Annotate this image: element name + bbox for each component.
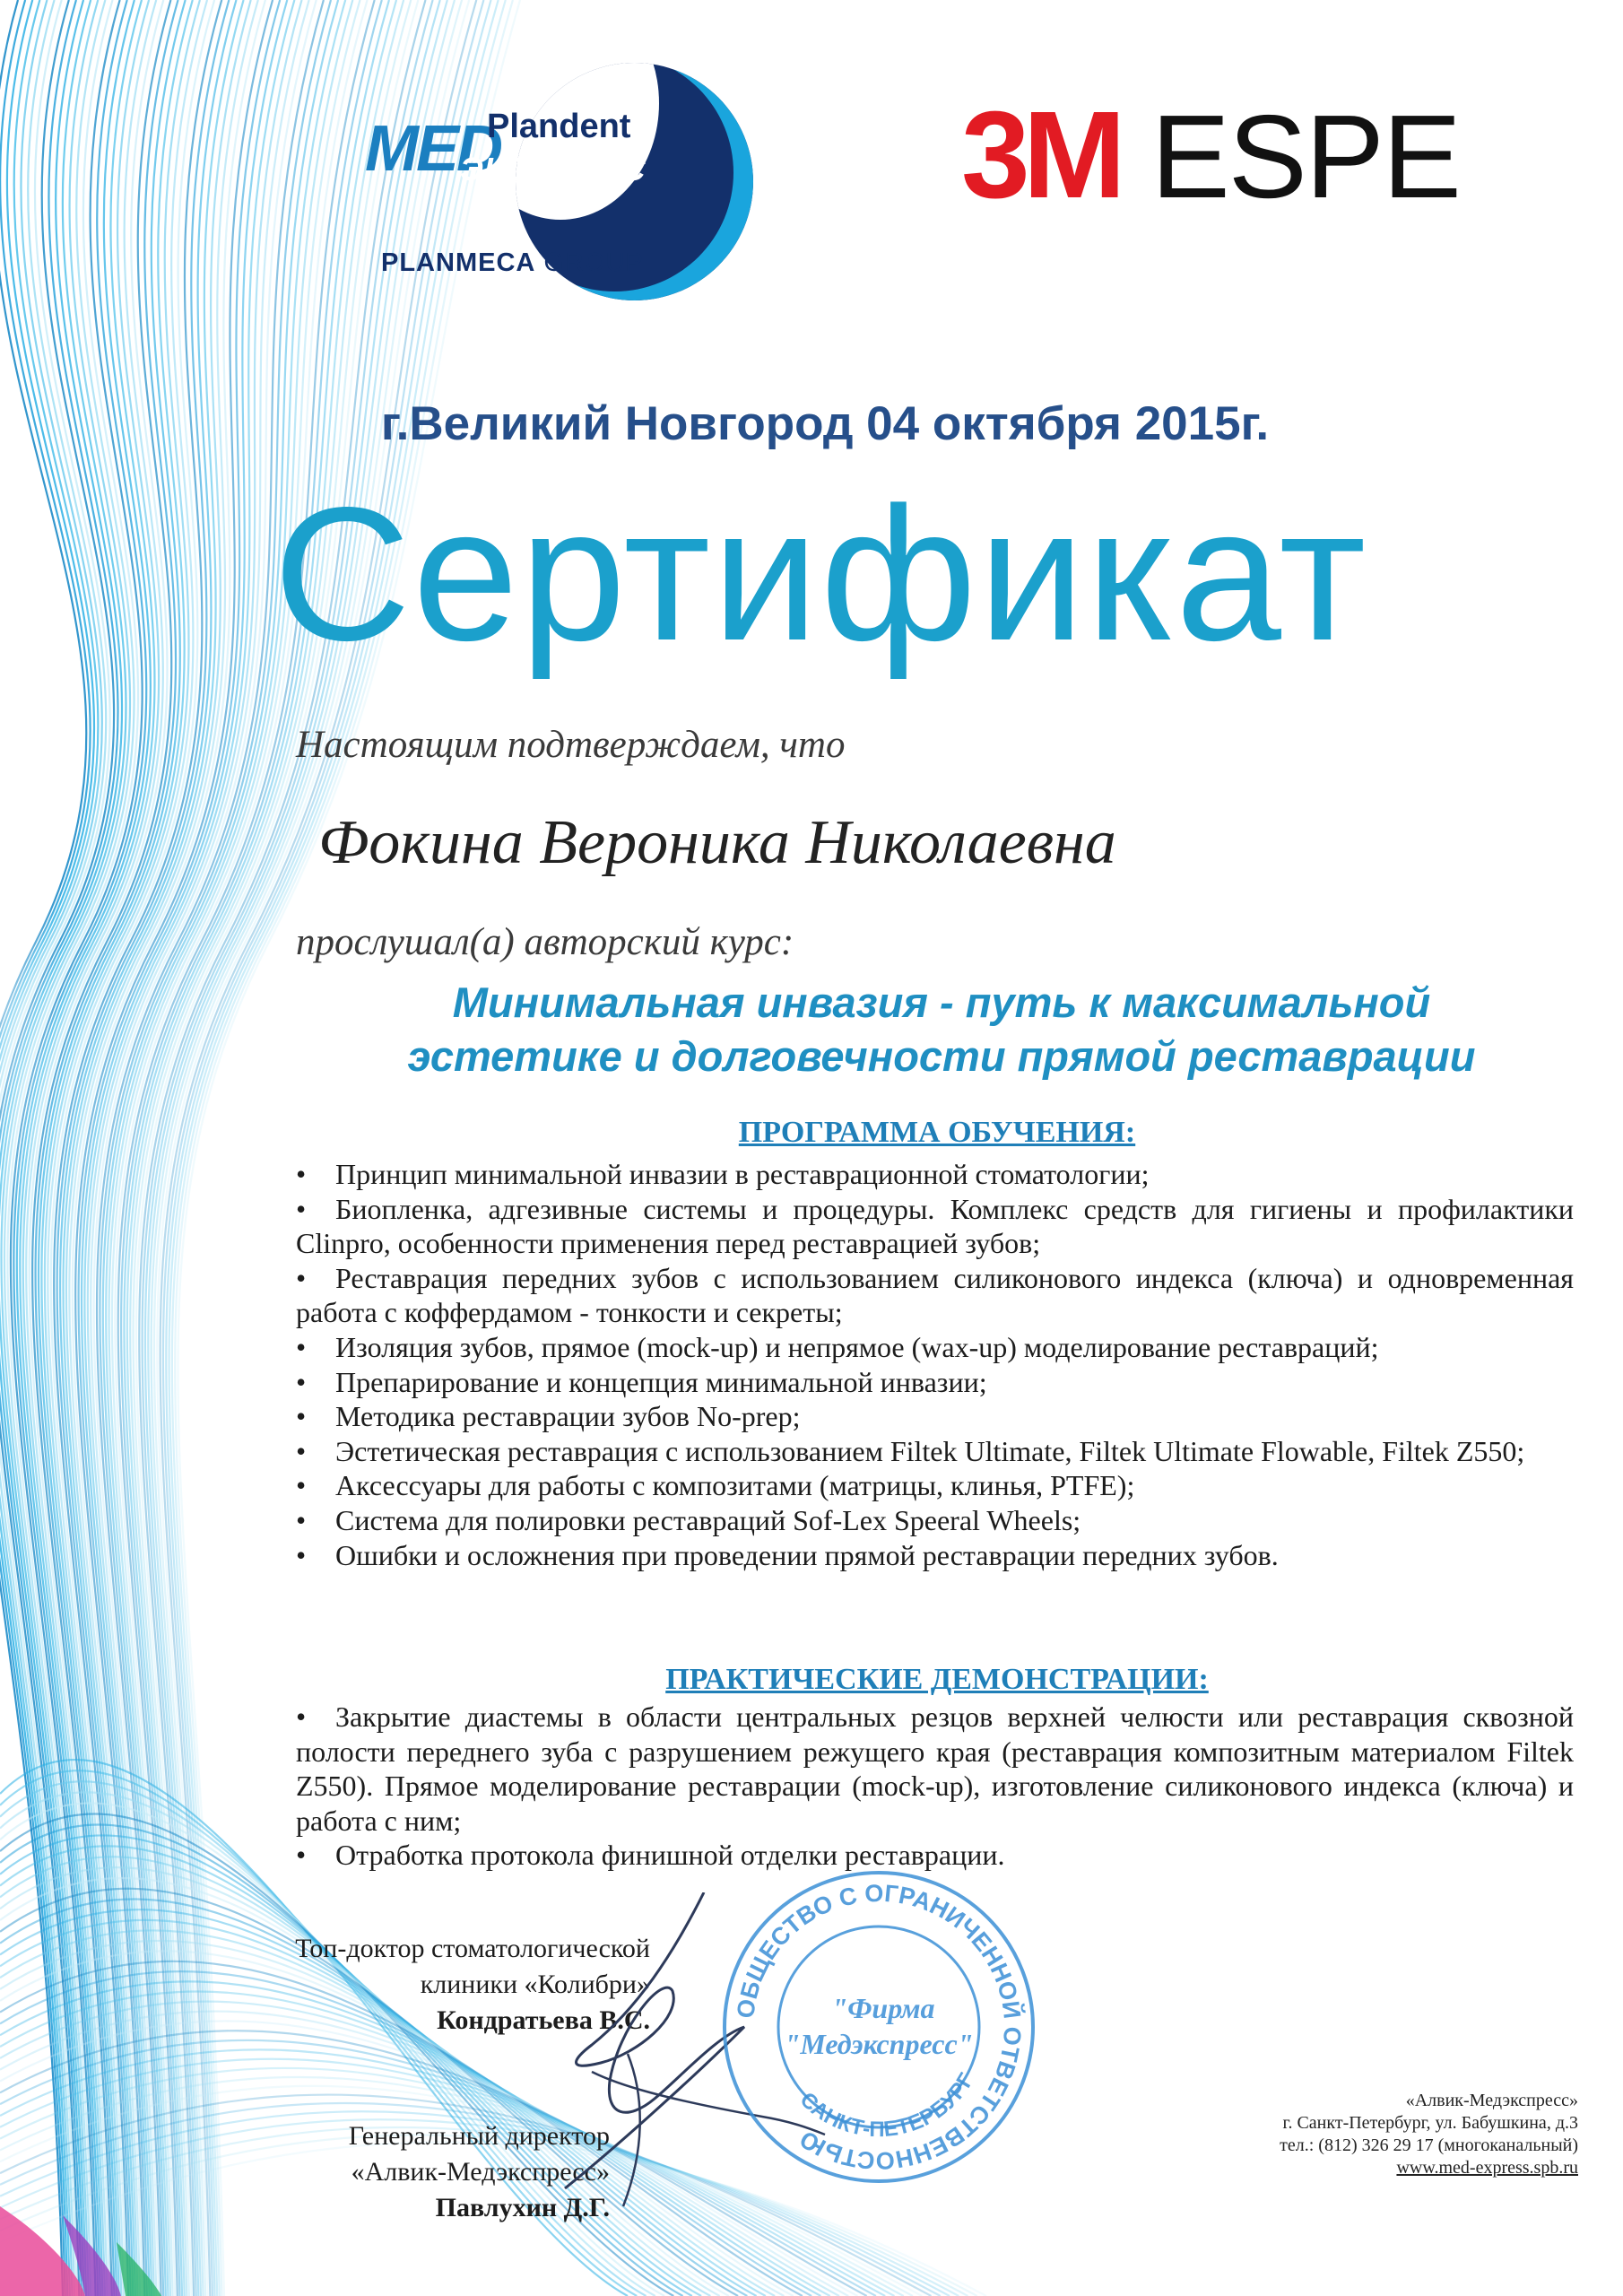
program-heading: ПРОГРАММА ОБУЧЕНИЯ: bbox=[738, 1116, 1136, 1149]
company-address: г. Санкт-Петербург, ул. Бабушкина, д.3 bbox=[1282, 2113, 1578, 2133]
signatory-first-position: Топ-доктор стоматологической bbox=[295, 1934, 650, 1963]
listened-text: прослушал(а) авторский курс: bbox=[296, 921, 794, 963]
list-item: • Изоляция зубов, прямое (mock-up) и непрямое (wax-up) моделирование реставраций; bbox=[296, 1330, 1379, 1363]
signatory-first-name: Кондратьева В.С. bbox=[437, 2005, 650, 2035]
recipient-name: Фокина Вероника Николаевна bbox=[318, 808, 1116, 877]
logo-planmeca-rest: GROUP bbox=[535, 248, 644, 277]
company-contacts bbox=[1175, 2090, 1578, 2179]
list-item: • Препарирование и концепция минимальной инвазии; bbox=[296, 1365, 987, 1398]
course-title-line-1: Минимальная инвазия - путь к максимальной bbox=[452, 978, 1431, 1026]
logo-planmeca-group bbox=[381, 248, 644, 278]
city-date: г.Великий Новгород 04 октября 2015г. bbox=[380, 397, 1270, 450]
company-name: «Алвик-Медэкспресс» bbox=[1405, 2091, 1578, 2110]
signatory-second-company: «Алвик-Медэкспресс» bbox=[351, 2157, 610, 2187]
stamp-city-text: САНКТ-ПЕТЕРБУРГ bbox=[794, 2069, 979, 2143]
list-item: • Отработка протокола финишной отделки реставрации. bbox=[296, 1839, 1005, 1872]
list-item: • Биопленка, адгезивные системы и процедуры. Комплекс средств для гигиены и профилактики Clinpro, особенности применения перед реставрацией зубов; bbox=[296, 1192, 1574, 1260]
list-item: • Ошибки и осложнения при проведении прямой реставрации передних зубов. bbox=[296, 1538, 1279, 1571]
demos-heading: ПРАКТИЧЕСКИЕ ДЕМОНСТРАЦИИ: bbox=[665, 1663, 1209, 1696]
list-item: • Эстетическая реставрация с использованием Filtek Ultimate, Filtek Ultimate Flowable, Filtek Z550; bbox=[296, 1434, 1525, 1467]
course-title bbox=[296, 976, 1587, 1083]
logo-3m-text: 3M bbox=[961, 86, 1119, 224]
stamp-ring-text: ОБЩЕСТВО С ОГРАНИЧЕННОЙ ОТВЕТСТВЕННОСТЬЮ bbox=[732, 1879, 1027, 2175]
certificate-title: Сертификат bbox=[273, 467, 1368, 680]
signatory-first-clinic: клиники «Колибри» bbox=[420, 1970, 650, 1999]
list-item: • Принцип минимальной инвазии в реставрационной стоматологии; bbox=[296, 1158, 1150, 1190]
stamp-center-line-1: "Фирма bbox=[831, 1992, 935, 2024]
plandent-medexpress-logo bbox=[363, 63, 758, 305]
company-website-link[interactable]: www.med-express.spb.ru bbox=[1396, 2158, 1578, 2178]
company-phone: тел.: (812) 326 29 17 (многоканальный) bbox=[1280, 2135, 1578, 2155]
logo-planmeca-bold: PLANMECA bbox=[381, 248, 536, 277]
course-title-line-2: эстетике и долговечности прямой реставрации bbox=[407, 1032, 1476, 1080]
logo-express-text: ЭКСПРЕСС bbox=[460, 151, 647, 187]
3m-espe-logo bbox=[961, 86, 1460, 224]
program-list bbox=[296, 1157, 1574, 1572]
company-stamp bbox=[717, 1866, 1040, 2188]
signatory-second-position: Генеральный директор bbox=[348, 2121, 610, 2151]
list-item: • Методика реставрации зубов No-prep; bbox=[296, 1400, 801, 1433]
list-item: • Система для полировки реставраций Sof-Lex Speeral Wheels; bbox=[296, 1503, 1081, 1536]
signatory-second-name: Павлухин Д.Г. bbox=[435, 2193, 610, 2222]
intro-text: Настоящим подтверждаем, что bbox=[296, 724, 846, 766]
logo-med-text: MED bbox=[365, 113, 500, 185]
list-item: • Реставрация передних зубов с использованием силиконового индекса (ключа) и одновременная работа с коффердамом - тонкости и секреты; bbox=[296, 1261, 1574, 1329]
logo-espe-text: ESPE bbox=[1150, 91, 1460, 222]
list-item: • Закрытие диастемы в области центральных резцов верхней челюсти или реставрация сквозной полости переднего зуба с разрушением режущего края (реставрация композитным материалом Filtek Z550). Прямое моделирование реставрации (mock-up), изготовление силиконового индекса (ключа) и работа с ним; bbox=[296, 1700, 1574, 1837]
logo-plandent-text: Plandent bbox=[487, 108, 631, 145]
demos-list bbox=[296, 1700, 1574, 1873]
stamp-center-line-2: "Медэкспресс" bbox=[784, 2028, 974, 2060]
list-item: • Аксессуары для работы с композитами (матрицы, клинья, PTFE); bbox=[296, 1469, 1135, 1502]
